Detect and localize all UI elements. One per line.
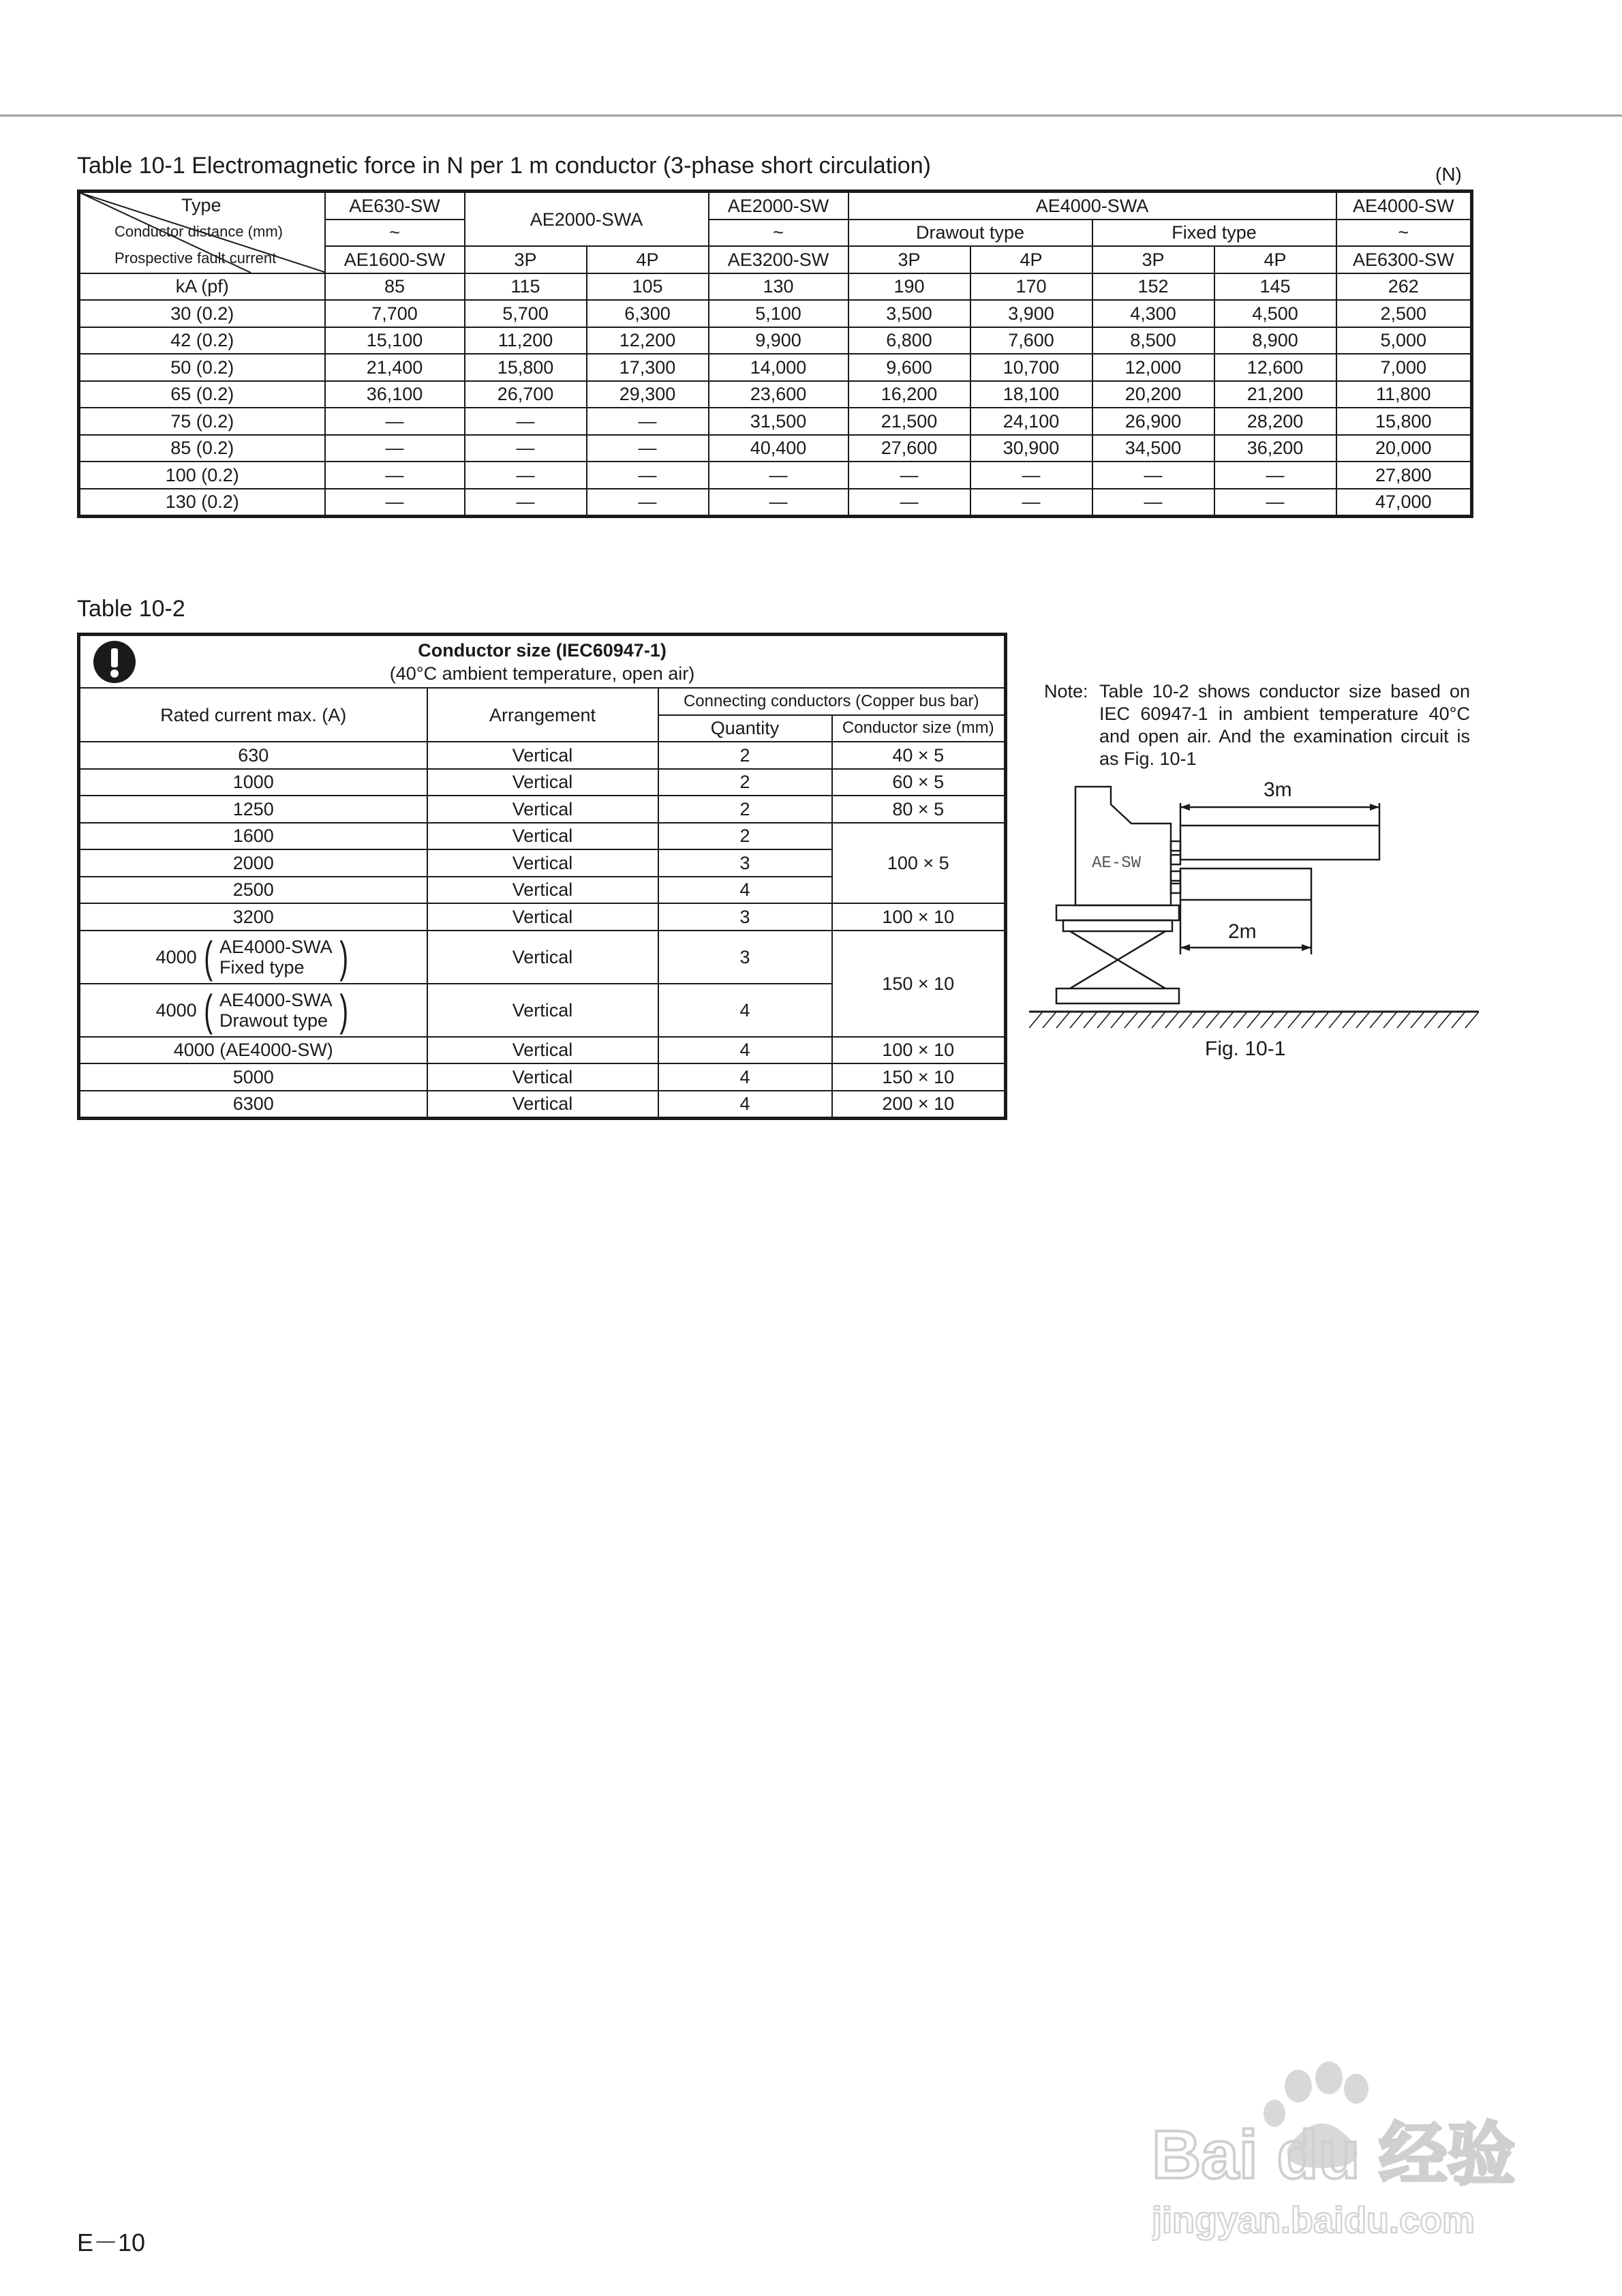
size-cell: 100 × 10: [832, 1037, 1006, 1064]
force-value-cell: 28,200: [1214, 408, 1336, 435]
col-conductor-size: Conductor size (mm): [832, 715, 1006, 742]
col-ae2000sw-bottom: AE3200-SW: [709, 246, 848, 273]
col-ae630-bottom: AE1600-SW: [325, 246, 465, 273]
col-3p: 3P: [465, 246, 587, 273]
force-value-cell: —: [587, 489, 709, 517]
force-value-cell: 8,500: [1092, 327, 1214, 354]
test-circuit-diagram: [1029, 776, 1479, 1076]
force-value-cell: —: [970, 462, 1092, 489]
arrangement-cell: Vertical: [427, 1037, 658, 1064]
upper-bus-bar: [1180, 826, 1379, 860]
fault-current-cell: 85 (0.2): [79, 435, 325, 462]
table-row: [79, 931, 1006, 984]
variant-label: Drawout type: [219, 1010, 328, 1031]
distance-cell: 130: [709, 273, 848, 301]
table1-body: [79, 300, 1472, 517]
warning-exclamation-icon: [93, 640, 136, 684]
page-number: E－10: [77, 2229, 146, 2256]
force-value-cell: 6,300: [587, 300, 709, 327]
rated-cell: [79, 931, 427, 984]
col-3p: 3P: [1092, 246, 1214, 273]
force-value-cell: —: [325, 462, 465, 489]
force-value-cell: 26,700: [465, 381, 587, 408]
distance-cell: 115: [465, 273, 587, 301]
force-value-cell: —: [709, 489, 848, 517]
force-value-cell: 20,200: [1092, 381, 1214, 408]
force-value-cell: —: [970, 489, 1092, 517]
size-cell: 200 × 10: [832, 1091, 1006, 1119]
force-value-cell: 26,900: [1092, 408, 1214, 435]
table-row: [79, 796, 1006, 823]
tilde: ~: [325, 220, 465, 247]
paren-open: (: [203, 985, 213, 1035]
force-value-cell: 7,600: [970, 327, 1092, 354]
force-value-cell: —: [587, 435, 709, 462]
col-ae630-top: AE630-SW: [325, 192, 465, 220]
force-value-cell: 27,800: [1336, 462, 1472, 489]
size-cell: 100 × 10: [832, 903, 1006, 931]
force-value-cell: 20,000: [1336, 435, 1472, 462]
dimension-2m: 2m: [1228, 920, 1257, 943]
rated-cell: 2000: [79, 849, 427, 877]
table-row: [79, 381, 1472, 408]
arrangement-cell: Vertical: [427, 877, 658, 904]
force-value-cell: 9,600: [848, 354, 970, 381]
force-value-cell: —: [709, 462, 848, 489]
col-fixed-type: Fixed type: [1092, 220, 1336, 247]
breaker-body: [1075, 787, 1171, 905]
force-value-cell: 24,100: [970, 408, 1092, 435]
force-value-cell: 3,500: [848, 300, 970, 327]
distance-cell: 262: [1336, 273, 1472, 301]
size-cell: 60 × 5: [832, 769, 1006, 796]
col-ae4000sw-top: AE4000-SW: [1336, 192, 1472, 220]
force-value-cell: 3,900: [970, 300, 1092, 327]
arrangement-cell: Vertical: [427, 796, 658, 823]
arrangement-cell: Vertical: [427, 823, 658, 850]
quantity-cell: 3: [658, 931, 832, 984]
force-value-cell: 18,100: [970, 381, 1092, 408]
force-value-cell: 5,000: [1336, 327, 1472, 354]
force-value-cell: 21,200: [1214, 381, 1336, 408]
table-row: [79, 742, 1006, 769]
col-arrangement: Arrangement: [427, 688, 658, 742]
table-10-1: [77, 190, 1473, 518]
col-3p: 3P: [848, 246, 970, 273]
force-value-cell: 8,900: [1214, 327, 1336, 354]
distance-cell: 170: [970, 273, 1092, 301]
col-4p: 4P: [970, 246, 1092, 273]
force-value-cell: 15,100: [325, 327, 465, 354]
rated-cell: [79, 984, 427, 1037]
force-value-cell: 16,200: [848, 381, 970, 408]
figure-10-1: [1029, 776, 1479, 1079]
header-type: Type: [181, 195, 221, 215]
quantity-cell: 2: [658, 796, 832, 823]
force-value-cell: —: [587, 408, 709, 435]
table-row: [79, 354, 1472, 381]
force-value-cell: 12,200: [587, 327, 709, 354]
force-value-cell: 36,100: [325, 381, 465, 408]
quantity-cell: 3: [658, 903, 832, 931]
quantity-cell: 4: [658, 1063, 832, 1091]
rated-value: 4000: [155, 999, 197, 1021]
arrangement-cell: Vertical: [427, 1063, 658, 1091]
table-row: [79, 462, 1472, 489]
rated-cell: 5000: [79, 1063, 427, 1091]
stand-top: [1056, 905, 1179, 920]
table-row: [79, 1091, 1006, 1119]
col-4p: 4P: [587, 246, 709, 273]
col-quantity: Quantity: [658, 715, 832, 742]
rated-cell: 4000 (AE4000-SW): [79, 1037, 427, 1064]
force-value-cell: 21,400: [325, 354, 465, 381]
force-value-cell: —: [1214, 489, 1336, 517]
baidu-watermark: [1152, 2059, 1533, 2246]
force-value-cell: 23,600: [709, 381, 848, 408]
force-value-cell: 4,500: [1214, 300, 1336, 327]
header-current: Prospective fault current: [114, 250, 277, 267]
rated-cell: 2500: [79, 877, 427, 904]
table-row: [79, 1037, 1006, 1064]
force-value-cell: 34,500: [1092, 435, 1214, 462]
size-cell: 40 × 5: [832, 742, 1006, 769]
table-row: [79, 435, 1472, 462]
force-value-cell: —: [465, 435, 587, 462]
force-value-cell: —: [325, 435, 465, 462]
table1-unit: (N): [1435, 164, 1462, 185]
quantity-cell: 2: [658, 769, 832, 796]
table-row: [79, 300, 1472, 327]
table-row: [79, 489, 1472, 517]
col-rated-current: Rated current max. (A): [79, 688, 427, 742]
table-row: [79, 408, 1472, 435]
force-value-cell: —: [848, 462, 970, 489]
lower-bus-bar: [1180, 868, 1311, 900]
force-value-cell: —: [848, 489, 970, 517]
col-ae2000swa: AE2000-SWA: [465, 192, 709, 247]
distance-cell: 152: [1092, 273, 1214, 301]
table-10-2: [77, 633, 1007, 1120]
note-label: Note:: [1044, 681, 1088, 701]
rated-cell: 6300: [79, 1091, 427, 1119]
force-value-cell: —: [325, 408, 465, 435]
quantity-cell: 4: [658, 1037, 832, 1064]
force-value-cell: —: [465, 489, 587, 517]
distance-cell: 85: [325, 273, 465, 301]
force-value-cell: 29,300: [587, 381, 709, 408]
tilde: ~: [1336, 220, 1472, 247]
ground-hatching: [1029, 1012, 1479, 1028]
force-value-cell: 7,000: [1336, 354, 1472, 381]
table-row: [79, 327, 1472, 354]
table2-subtitle: (40°C ambient temperature, open air): [389, 663, 695, 684]
force-value-cell: 10,700: [970, 354, 1092, 381]
note-text: Table 10-2 shows conductor size based on IEC 60947-1 in ambient temperature 40°C and open air. And the examination circuit is as Fig. 10-1: [1099, 681, 1470, 769]
fault-current-cell: 30 (0.2): [79, 300, 325, 327]
table1-corner-header: [79, 192, 325, 273]
arrangement-cell: Vertical: [427, 931, 658, 984]
rated-cell: 1250: [79, 796, 427, 823]
force-value-cell: —: [325, 489, 465, 517]
size-cell: 80 × 5: [832, 796, 1006, 823]
table2-caption: Table 10-2: [77, 596, 185, 622]
distance-row: [79, 273, 1472, 301]
force-value-cell: 31,500: [709, 408, 848, 435]
paren-close: ): [339, 985, 348, 1035]
fault-current-cell: 130 (0.2): [79, 489, 325, 517]
arrangement-cell: Vertical: [427, 769, 658, 796]
table-row: [79, 769, 1006, 796]
watermark-url: jingyan.baidu.com: [1152, 2200, 1475, 2241]
col-4p: 4P: [1214, 246, 1336, 273]
stand-base: [1056, 988, 1179, 1003]
col-ae2000sw-top: AE2000-SW: [709, 192, 848, 220]
arrangement-cell: Vertical: [427, 903, 658, 931]
arrangement-cell: Vertical: [427, 742, 658, 769]
force-value-cell: 15,800: [1336, 408, 1472, 435]
variant-label: Fixed type: [219, 956, 305, 978]
force-value-cell: —: [1214, 462, 1336, 489]
quantity-cell: 2: [658, 823, 832, 850]
header-distance: Conductor distance (mm): [114, 223, 283, 240]
force-value-cell: 21,500: [848, 408, 970, 435]
quantity-cell: 2: [658, 742, 832, 769]
fault-current-cell: 100 (0.2): [79, 462, 325, 489]
distance-cell: 190: [848, 273, 970, 301]
device-label: AE-SW: [1092, 854, 1142, 873]
col-connecting-conductors: Connecting conductors (Copper bus bar): [658, 688, 1006, 715]
force-value-cell: 17,300: [587, 354, 709, 381]
force-value-cell: 40,400: [709, 435, 848, 462]
force-value-cell: 12,600: [1214, 354, 1336, 381]
table-row: [79, 903, 1006, 931]
size-cell: 100 × 5: [832, 823, 1006, 904]
quantity-cell: 4: [658, 877, 832, 904]
distance-cell: 145: [1214, 273, 1336, 301]
arrangement-cell: Vertical: [427, 849, 658, 877]
paren-open: (: [203, 932, 213, 982]
col-ae4000sw-bottom: AE6300-SW: [1336, 246, 1472, 273]
force-value-cell: 7,700: [325, 300, 465, 327]
force-value-cell: 30,900: [970, 435, 1092, 462]
table1-caption: Table 10-1 Electromagnetic force in N per 1 m conductor (3-phase short circulation): [77, 153, 931, 179]
force-value-cell: —: [1092, 462, 1214, 489]
arrangement-cell: Vertical: [427, 1091, 658, 1119]
force-value-cell: 2,500: [1336, 300, 1472, 327]
force-value-cell: 5,700: [465, 300, 587, 327]
force-value-cell: 6,800: [848, 327, 970, 354]
col-ae4000swa: AE4000-SWA: [848, 192, 1336, 220]
table-row: [79, 823, 1006, 850]
force-value-cell: 15,800: [465, 354, 587, 381]
arrangement-cell: Vertical: [427, 984, 658, 1037]
force-value-cell: 5,100: [709, 300, 848, 327]
figure-caption: Fig. 10-1: [1205, 1038, 1286, 1060]
col-drawout-type: Drawout type: [848, 220, 1092, 247]
quantity-cell: 4: [658, 1091, 832, 1119]
rated-cell: 1600: [79, 823, 427, 850]
top-rule: [0, 115, 1622, 117]
force-value-cell: —: [465, 408, 587, 435]
table2-title-cell: [79, 635, 1006, 689]
rated-cell: 1000: [79, 769, 427, 796]
quantity-cell: 3: [658, 849, 832, 877]
force-value-cell: 47,000: [1336, 489, 1472, 517]
rated-cell: 630: [79, 742, 427, 769]
force-value-cell: 9,900: [709, 327, 848, 354]
dimension-3m: 3m: [1264, 779, 1292, 801]
force-value-cell: 4,300: [1092, 300, 1214, 327]
paren-close: ): [339, 932, 348, 982]
watermark-brand: Bai du 经验: [1152, 2117, 1516, 2193]
table2-title: Conductor size (IEC60947-1): [418, 639, 667, 661]
force-value-cell: —: [465, 462, 587, 489]
distance-label: kA (pf): [79, 273, 325, 301]
fault-current-cell: 75 (0.2): [79, 408, 325, 435]
model-label: AE4000-SWA: [219, 989, 333, 1010]
size-cell: 150 × 10: [832, 931, 1006, 1037]
model-label: AE4000-SWA: [219, 936, 333, 957]
fault-current-cell: 42 (0.2): [79, 327, 325, 354]
baidu-paw-logo: [1152, 2059, 1533, 2243]
force-value-cell: 11,200: [465, 327, 587, 354]
fault-current-cell: 65 (0.2): [79, 381, 325, 408]
size-cell: 150 × 10: [832, 1063, 1006, 1091]
distance-cell: 105: [587, 273, 709, 301]
force-value-cell: 11,800: [1336, 381, 1472, 408]
rated-cell: 3200: [79, 903, 427, 931]
force-value-cell: —: [1092, 489, 1214, 517]
fault-current-cell: 50 (0.2): [79, 354, 325, 381]
rated-value: 4000: [155, 946, 197, 967]
force-value-cell: —: [587, 462, 709, 489]
table-row: [79, 1063, 1006, 1091]
force-value-cell: 27,600: [848, 435, 970, 462]
force-value-cell: 36,200: [1214, 435, 1336, 462]
force-value-cell: 12,000: [1092, 354, 1214, 381]
quantity-cell: 4: [658, 984, 832, 1037]
force-value-cell: 14,000: [709, 354, 848, 381]
tilde: ~: [709, 220, 848, 247]
